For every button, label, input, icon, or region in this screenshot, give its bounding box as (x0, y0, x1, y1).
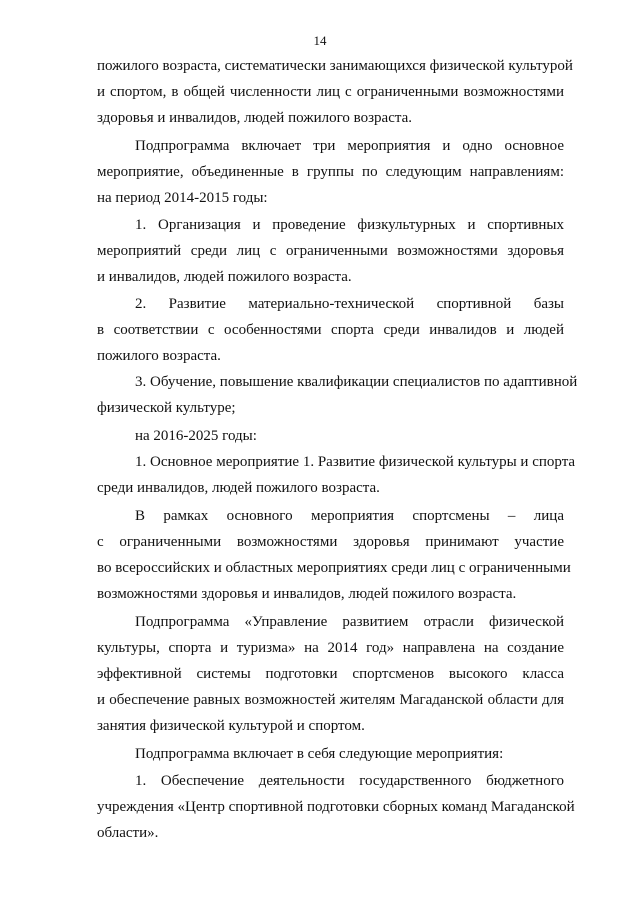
text-line: с ограниченными возможностями здоровья принимают участие (97, 534, 564, 550)
text-line: и спортом, в общей численности лиц с ограниченными возможностями (97, 84, 564, 100)
text-line: 1. Обеспечение деятельности государственного бюджетного (135, 773, 564, 789)
text-line: пожилого возраста, систематически занимающихся физической культурой (97, 58, 573, 74)
text-line: и инвалидов, людей пожилого возраста. (97, 269, 352, 285)
text-line: занятия физической культурой и спортом. (97, 718, 365, 734)
text-line: в соответствии с особенностями спорта среди инвалидов и людей (97, 322, 564, 338)
text-line: здоровья и инвалидов, людей пожилого возраста. (97, 110, 413, 126)
text-line: на период 2014-2015 годы: (97, 190, 268, 206)
text-line: Подпрограмма включает в себя следующие мероприятия: (135, 746, 504, 762)
text-line: культуры, спорта и туризма» на 2014 год» направлена на создание (97, 640, 564, 656)
text-line: во всероссийских и областных мероприятиях среди лиц с ограниченными (97, 560, 571, 576)
text-line: мероприятие, объединенные в группы по следующим направлениям: (97, 164, 564, 180)
text-line: 1. Основное мероприятие 1. Развитие физической культуры и спорта (135, 454, 576, 470)
text-line: эффективной системы подготовки спортсменов высокого класса (97, 666, 564, 682)
text-line: В рамках основного мероприятия спортсмены – лица (135, 508, 564, 524)
text-line: среди инвалидов, людей пожилого возраста. (97, 480, 380, 496)
text-line: мероприятий среди лиц с ограниченными возможностями здоровья (97, 243, 564, 259)
text-line: возможностями здоровья и инвалидов, людей пожилого возраста. (97, 586, 517, 602)
text-line: 3. Обучение, повышение квалификации специалистов по адаптивной (135, 374, 578, 390)
text-line: на 2016-2025 годы: (135, 428, 257, 444)
text-line: 2. Развитие материально-технической спортивной базы (135, 296, 564, 312)
text-line: Подпрограмма «Управление развитием отрасли физической (135, 614, 564, 630)
text-line: Подпрограмма включает три мероприятия и одно основное (135, 138, 564, 154)
text-line: и обеспечение равных возможностей жителям Магаданской области для (97, 692, 564, 708)
text-line: физической культуре; (97, 400, 236, 416)
page-number: 14 (313, 33, 327, 48)
text-line: 1. Организация и проведение физкультурных и спортивных (135, 217, 564, 233)
text-line: пожилого возраста. (97, 348, 221, 364)
text-line: области». (97, 825, 159, 841)
text-line: учреждения «Центр спортивной подготовки сборных команд Магаданской (97, 799, 575, 815)
